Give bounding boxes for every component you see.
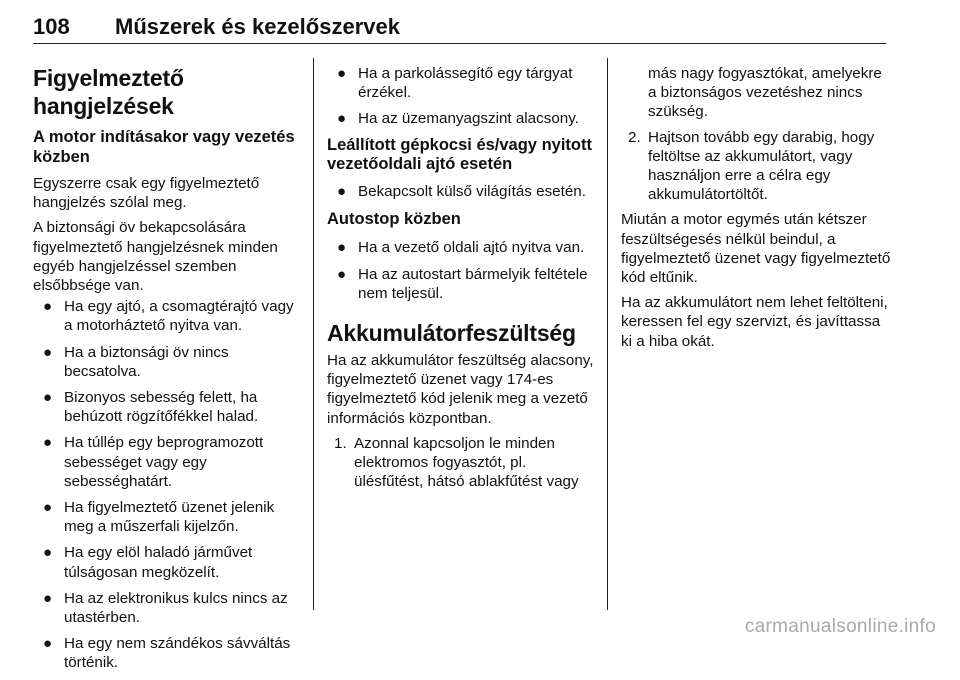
- list-item: [327, 182, 595, 201]
- list-item: [327, 109, 595, 128]
- list-item-text: Ha a parkolássegítő egy tárgyat érzékel.: [358, 65, 573, 102]
- list-item: [621, 128, 891, 205]
- bullet-icon: ●: [337, 65, 347, 82]
- list-item: [33, 433, 303, 491]
- list-item: [327, 434, 595, 492]
- paragraph: Egyszerre csak egy figyelmeztető hangjelzés szólal meg.: [33, 175, 260, 212]
- bullet-icon: ●: [43, 589, 53, 607]
- bullet-icon: ●: [43, 544, 53, 562]
- list-item: [33, 388, 303, 426]
- list-item: [327, 265, 595, 303]
- list-item-text: Azonnal kapcsoljon le minden elektromos fogyasztót, pl. ülésfűtést, hátsó ablakfűtést vagy: [354, 434, 579, 491]
- column-3: [621, 64, 891, 357]
- list-item-text: Ha a vezető oldali ajtó nyitva van.: [358, 239, 585, 257]
- bullet-list: [327, 182, 595, 201]
- list-item: [33, 297, 303, 335]
- list-item-text: Ha a biztonsági öv nincs becsatolva.: [64, 343, 229, 380]
- list-item-text: Ha egy elöl haladó járművet túlságosan megközelít.: [64, 544, 253, 581]
- page-number: 108: [33, 14, 70, 39]
- bullet-list: [327, 64, 595, 129]
- bullet-icon: ●: [43, 343, 53, 361]
- bullet-icon: ●: [337, 239, 347, 257]
- list-item-text: Ha egy nem szándékos sávváltás történik.: [64, 635, 291, 672]
- subheading-autostop: Autostop közben: [327, 209, 461, 228]
- bullet-icon: ●: [337, 265, 347, 283]
- watermark: carmanualsonline.info: [744, 616, 936, 637]
- list-item-text: Ha figyelmeztető üzenet jelenik meg a műszerfali kijelzőn.: [64, 499, 275, 536]
- list-item-text: Ha egy ajtó, a csomagtérajtó vagy a motorháztető nyitva van.: [64, 298, 294, 335]
- list-item: [33, 543, 303, 581]
- list-number: 2.: [628, 128, 641, 146]
- subheading-parked-vehicle: Leállított gépkocsi és/vagy nyitott vezetőoldali ajtó esetén: [327, 135, 592, 174]
- bullet-list: [33, 297, 303, 672]
- list-item-text: Ha az autostart bármelyik feltétele nem teljesül.: [358, 265, 588, 302]
- list-item: [33, 498, 303, 536]
- bullet-list: [327, 238, 595, 303]
- bullet-icon: ●: [43, 635, 53, 653]
- list-number: 1.: [334, 434, 347, 452]
- page-title: Műszerek és kezelőszervek: [115, 14, 400, 39]
- numbered-list: [327, 434, 595, 492]
- column-divider-1: [313, 58, 314, 610]
- section-heading-warning-chimes: Figyelmeztető hangjelzések: [33, 65, 184, 119]
- numbered-list: [621, 128, 891, 205]
- paragraph: A biztonsági öv bekapcsolására figyelmeztető hangjelzésnek minden egyéb hangjelzéssel szemben elsőbbsége van.: [33, 219, 278, 295]
- list-item: [33, 589, 303, 627]
- column-divider-2: [607, 58, 608, 610]
- list-item: [33, 634, 303, 672]
- list-item-text: Bekapcsolt külső világítás esetén.: [358, 182, 586, 200]
- bullet-icon: ●: [337, 182, 347, 200]
- list-item: [33, 343, 303, 381]
- paragraph: Miután a motor egymés után kétszer feszültségesés nélkül beindul, a figyelmeztető üzenet vagy figyelmeztető kód eltűnik.: [621, 211, 891, 287]
- list-item-text: Ha az elektronikus kulcs nincs az utastérben.: [64, 589, 288, 627]
- bullet-icon: ●: [43, 389, 53, 407]
- bullet-icon: ●: [43, 298, 53, 316]
- column-2: [327, 64, 595, 497]
- list-item-text: Bizonyos sebesség felett, ha behúzott rögzítőfékkel halad.: [64, 389, 259, 426]
- paragraph: Ha az akkumulátort nem lehet feltölteni, keressen fel egy szervizt, és javíttassa ki a hiba okát.: [621, 294, 888, 350]
- subheading-engine-start: A motor indításakor vagy vezetés közben: [33, 128, 295, 166]
- paragraph: Ha az akkumulátor feszültség alacsony, figyelmeztető üzenet vagy 174-es figyelmeztető kód jelenik meg a vezető információs központban.: [327, 351, 594, 427]
- page-header: [33, 10, 886, 44]
- list-item: [327, 64, 595, 102]
- list-item-text: Hajtson tovább egy darabig, hogy feltöltse az akkumulátort, vagy használjon erre a célra egy akkumulátortöltőt.: [648, 128, 875, 204]
- bullet-icon: ●: [337, 110, 347, 128]
- bullet-icon: ●: [43, 434, 53, 452]
- list-item: [327, 238, 595, 257]
- list-item-text: Ha az üzemanyagszint alacsony.: [358, 110, 579, 128]
- list-item-text: Ha túllép egy beprogramozott sebességet vagy egy sebességhatárt.: [64, 434, 264, 490]
- column-1: [33, 64, 303, 680]
- section-heading-battery-voltage: Akkumulátorfeszültség: [327, 319, 576, 346]
- bullet-icon: ●: [43, 499, 53, 517]
- list-item-continuation: más nagy fogyasztókat, amelyekre a biztonságos vezetéshez nincs szükség.: [648, 65, 882, 121]
